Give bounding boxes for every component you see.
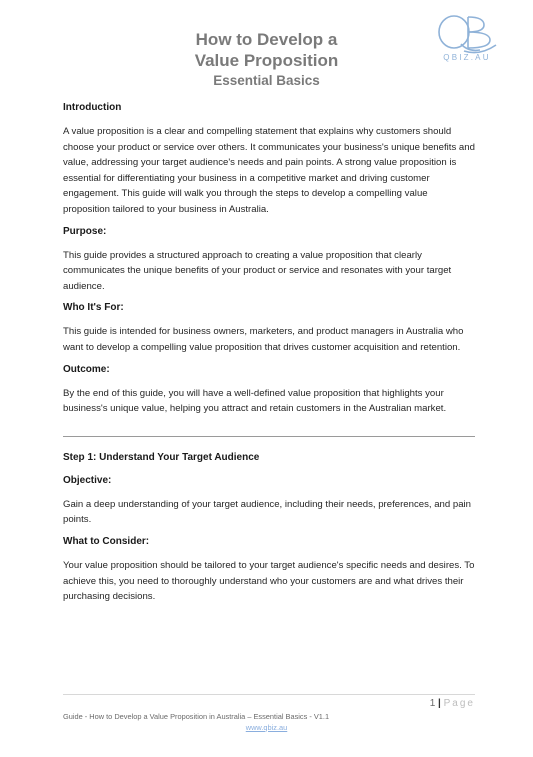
purpose-heading: Purpose: — [63, 225, 107, 237]
document-body — [63, 101, 475, 612]
qbiz-logo — [434, 12, 500, 66]
who-its-for-heading: Who It's For: — [63, 302, 124, 314]
objective-paragraph: Gain a deep understanding of your target audience, including their needs, preferences, and pain points. — [63, 498, 472, 526]
document-subtitle: Essential Basics — [213, 73, 320, 88]
document-title-line2: Value Proposition — [194, 51, 339, 70]
what-to-consider-paragraph: Your value proposition should be tailored to your target audience's specific needs and desires. To achieve this, you need to thoroughly understand who your customers are and what drives their purchasing decisions. — [63, 559, 475, 603]
page-number-value: 1 — [429, 698, 436, 709]
document-title-line1: How to Develop a — [195, 30, 338, 49]
logo-wordmark: QBIZ.AU — [443, 53, 491, 62]
qb-monogram-icon — [434, 12, 500, 56]
what-to-consider-heading: What to Consider: — [63, 535, 150, 547]
page-number — [380, 698, 475, 709]
step1-heading: Step 1: Understand Your Target Audience — [63, 451, 260, 463]
outcome-paragraph: By the end of this guide, you will have a well-defined value proposition that highlights your business's unique value, helping you attract and retain customers in the Australian market. — [63, 387, 447, 415]
footer-document-title: Guide - How to Develop a Value Proposition in Australia – Essential Basics - V1.1 — [63, 712, 330, 721]
page-number-separator: | — [438, 698, 441, 709]
introduction-heading: Introduction — [63, 102, 122, 113]
section-divider — [63, 436, 475, 437]
who-its-for-paragraph: This guide is intended for business owners, marketers, and product managers in Australia who want to develop a compelling value proposition that drives customer acquisition and retention. — [63, 326, 464, 353]
footer-divider — [63, 694, 475, 695]
page-label: Page — [443, 698, 475, 709]
introduction-paragraph: A value proposition is a clear and compelling statement that explains why customers should choose your product or service over others. It communicates your business's unique benefits and value, addressing your target audience's needs and pain points. A strong value proposition is essential for differentiating your business in a competitive market and driving customer engagement. This guide will walk you through the steps to develop a compelling value proposition tailored to your business in Australia. — [63, 126, 475, 215]
objective-heading: Objective: — [63, 474, 112, 486]
outcome-heading: Outcome: — [63, 363, 110, 375]
purpose-paragraph: This guide provides a structured approach to creating a value proposition that clearly communicates the unique benefits of your product or service and resonates with your target audience. — [63, 249, 452, 292]
footer-website-link[interactable]: www.qbiz.au — [245, 723, 288, 732]
